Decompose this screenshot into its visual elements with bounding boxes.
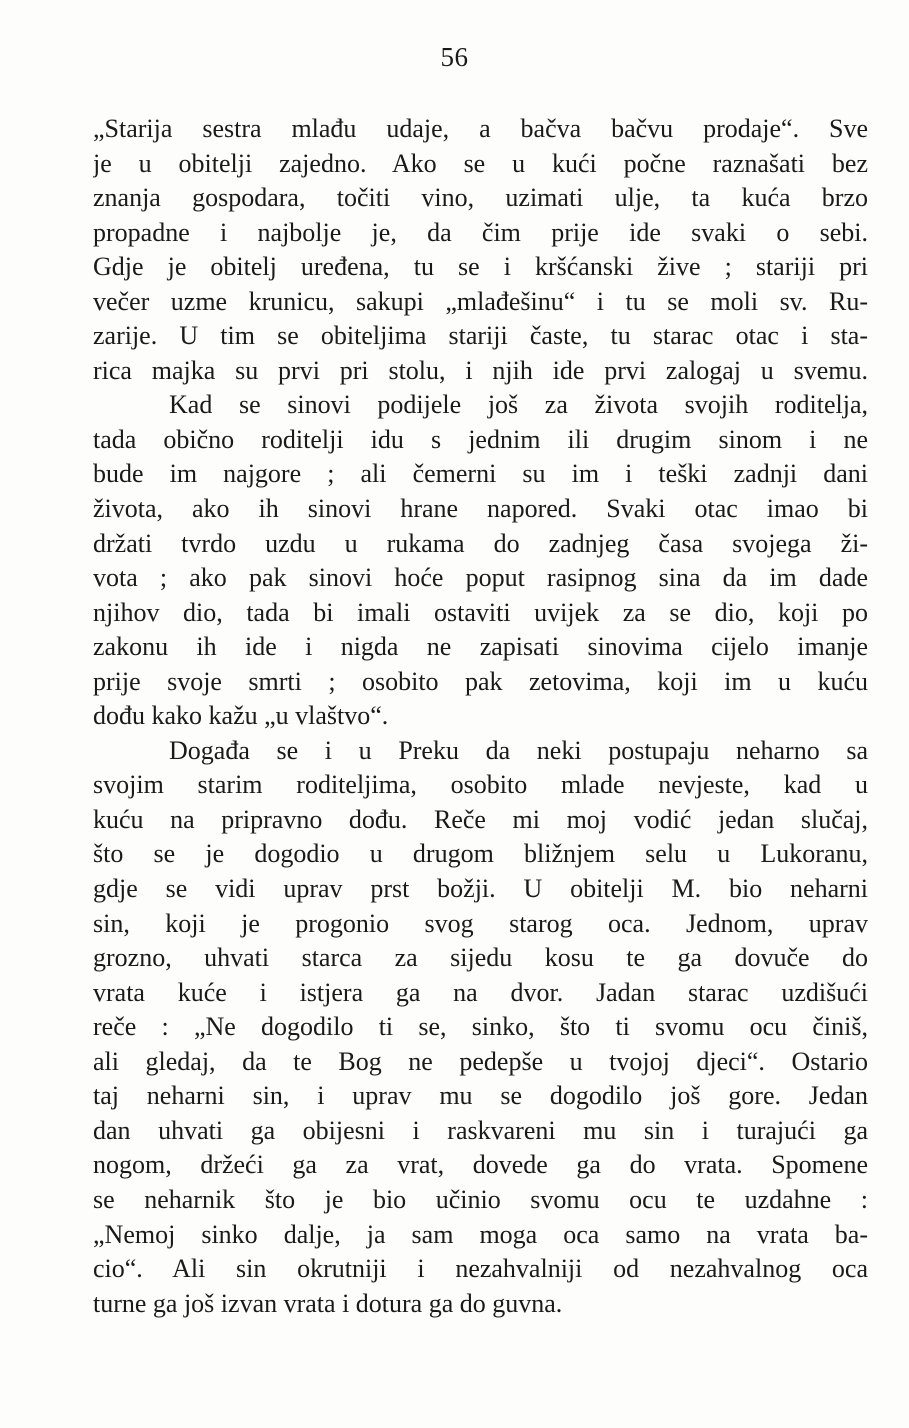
text-line: večer uzme krunicu, sakupi „mlađešinu“ i tu se moli sv. Ru- [93, 286, 868, 316]
page-number: 56 [440, 42, 469, 72]
text-line: vrata kuće i istjera ga na dvor. Jadan starac uzdišući [93, 977, 868, 1007]
text-line: gdje se vidi uprav prst božji. U obitelji M. bio neharni [93, 874, 868, 904]
text-line: zakonu ih ide i nigda ne zapisati sinovima cijelo imanje [93, 632, 868, 662]
text-line: bude im najgore ; ali čemerni su im i teški zadnji dani [93, 459, 868, 489]
body-text [93, 112, 868, 1321]
text-line: turne ga još izvan vrata i dotura ga do guvna. [93, 1288, 563, 1318]
text-line: dođu kako kažu „u vlaštvo“. [93, 701, 389, 731]
text-line: rica majka su prvi pri stolu, i njih ide prvi zalogaj u svemu. [93, 355, 868, 385]
text-line: svojim starim roditeljima, osobito mlade nevjeste, kad u [93, 770, 868, 800]
text-line: tada obično roditelji idu s jednim ili drugim sinom i ne [93, 424, 868, 454]
text-line: Kad se sinovi podijele još za života svojih roditelja, [169, 390, 868, 420]
text-line: dan uhvati ga obijesni i raskvareni mu sin i turajući ga [93, 1115, 868, 1145]
text-line: držati tvrdo uzdu u rukama do zadnjeg časa svojega ži- [93, 528, 868, 558]
text-line: što se je dogodio u drugom bližnjem selu u Lukoranu, [93, 839, 868, 869]
text-line: života, ako ih sinovi hrane napored. Svaki otac imao bi [93, 494, 868, 524]
text-line: njihov dio, tada bi imali ostaviti uvijek za se dio, koji po [93, 597, 868, 627]
text-line: „Nemoj sinko dalje, ja sam moga oca samo na vrata ba- [93, 1219, 868, 1249]
text-line: je u obitelji zajedno. Ako se u kući počne raznašati bez [93, 148, 868, 178]
text-line: kuću na pripravno dođu. Reče mi moj vodić jedan slučaj, [93, 804, 868, 834]
text-line: nogom, držeći ga za vrat, dovede ga do vrata. Spomene [93, 1150, 868, 1180]
text-line: grozno, uhvati starca za sijedu kosu te ga dovuče do [93, 943, 868, 973]
text-line: se neharnik što je bio učinio svomu ocu te uzdahne : [93, 1184, 868, 1214]
text-line: reče : „Ne dogodilo ti se, sinko, što ti svomu ocu činiš, [93, 1012, 868, 1042]
text-line: taj neharni sin, i uprav mu se dogodilo još gore. Jedan [93, 1081, 868, 1111]
text-line: Gdje je obitelj uređena, tu se i kršćanski žive ; stariji pri [93, 252, 868, 282]
text-line: propadne i najbolje je, da čim prije ide svaki o sebi. [93, 217, 868, 247]
text-line: vota ; ako pak sinovi hoće poput rasipnog sina da im dade [93, 563, 868, 593]
text-line: prije svoje smrti ; osobito pak zetovima, koji im u kuću [93, 666, 868, 696]
text-line: „Starija sestra mlađu udaje, a bačva bačvu prodaje“. Sve [93, 114, 868, 143]
text-line: znanja gospodara, točiti vino, uzimati ulje, ta kuća brzo [93, 183, 868, 213]
text-line: zarije. U tim se obiteljima stariji časte, tu starac otac i sta- [93, 321, 868, 351]
text-line: cio“. Ali sin okrutniji i nezahvalniji od nezahvalnog oca [93, 1254, 868, 1284]
text-line: ali gledaj, da te Bog ne pedepše u tvojoj djeci“. Ostario [93, 1046, 868, 1076]
text-line: sin, koji je progonio svog starog oca. Jednom, uprav [93, 908, 868, 938]
text-line: Događa se i u Preku da neki postupaju neharno sa [169, 735, 868, 765]
